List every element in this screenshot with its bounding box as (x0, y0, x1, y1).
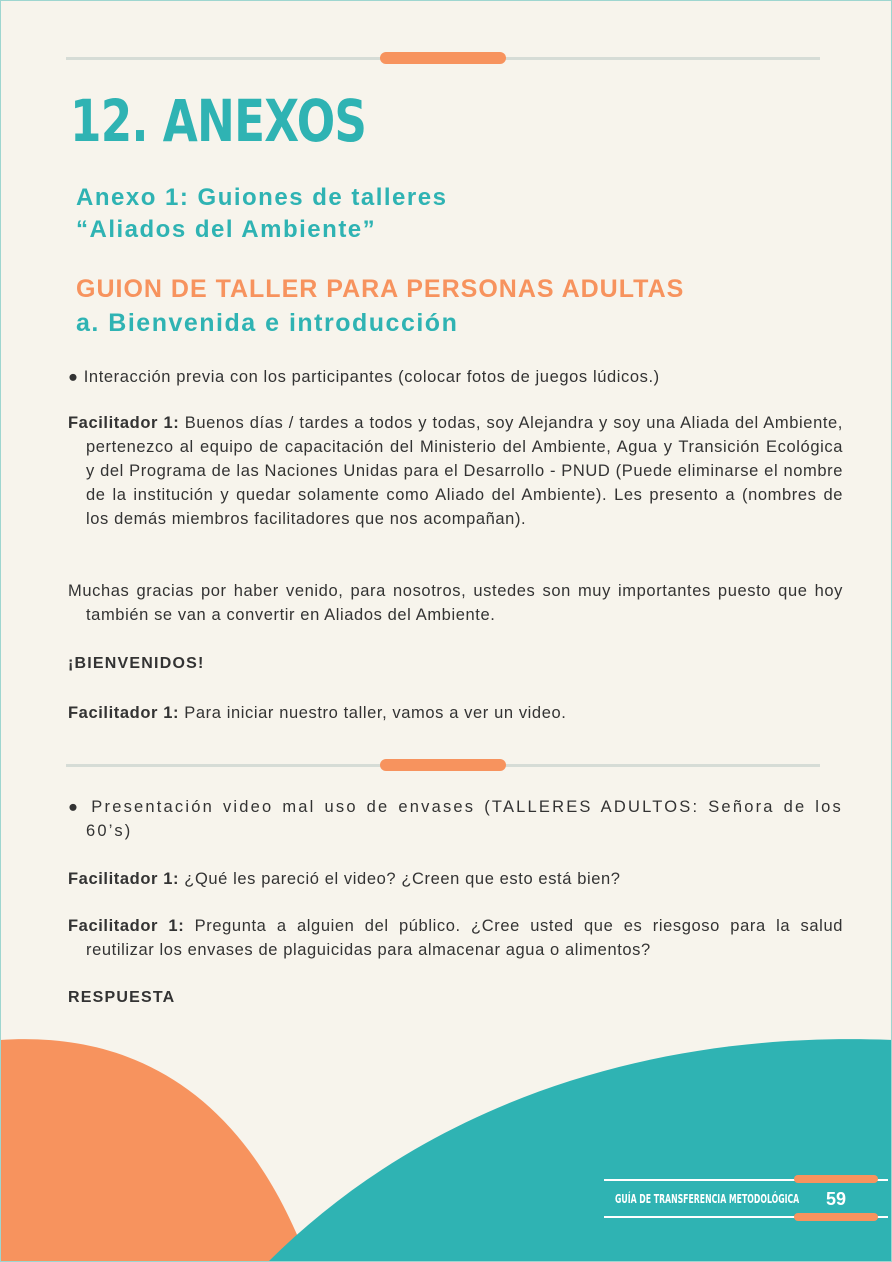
annex-title (76, 182, 447, 246)
middle-divider (66, 764, 820, 767)
respuesta-text: RESPUESTA (68, 989, 176, 1006)
divider-pill (380, 759, 506, 771)
facilitador-paragraph-2 (68, 701, 843, 725)
footer-pill-bottom (794, 1213, 878, 1221)
facilitador-label: Facilitador 1: (68, 414, 180, 432)
facilitador-label: Facilitador 1: (68, 917, 185, 935)
footer-guide-title: GUÍA DE TRANSFERENCIA METODOLÓGICA (615, 1192, 800, 1206)
annex-title-line2: “Aliados del Ambiente” (76, 216, 377, 243)
facilitador-text: Pregunta a alguien del público. ¿Cree usted que es riesgoso para la salud reutilizar los envases de plaguicidas para almacenar agua o alimentos? (86, 917, 843, 959)
facilitador-label: Facilitador 1: (68, 704, 180, 722)
bienvenidos-text: ¡BIENVENIDOS! (68, 655, 205, 672)
facilitador-text: Buenos días / tardes a todos y todas, soy Alejandra y soy una Aliada del Ambiente, pertenezco al equipo de capacitación del Ministerio del Ambiente, Agua y Transición Ecológica y del Programa de las Naciones Unidas para el Desarrollo - PNUD (Puede eliminarse el nombre de la institución y quedar solamente como Aliado del Ambiente). Les presento a (nombres de los demás miembros facilitadores que nos acompañan). (86, 414, 843, 528)
facilitador-text: ¿Qué les pareció el video? ¿Creen que esto está bien? (179, 870, 621, 888)
annex-title-line1: Anexo 1: Guiones de talleres (76, 184, 448, 211)
bullet-interaccion: ● Interacción previa con los participantes (colocar fotos de juegos lúdicos.) (68, 368, 660, 386)
facilitador-paragraph-1 (68, 411, 843, 531)
top-divider (66, 57, 820, 60)
page-title: 12. ANEXOS (70, 87, 367, 155)
guion-title: GUION DE TALLER PARA PERSONAS ADULTAS (76, 275, 685, 303)
bullet-presentacion: ● Presentación video mal uso de envases (TALLERES ADULTOS: Señora de los 60’s) (68, 798, 843, 840)
facilitador-text: Para iniciar nuestro taller, vamos a ver un video. (179, 704, 567, 722)
footer-pill-top (794, 1175, 878, 1183)
gracias-paragraph: Muchas gracias por haber venido, para nosotros, ustedes son muy importantes puesto que hoy también se van a convertir en Aliados del Ambiente. (68, 582, 843, 624)
page-number: 59 (826, 1189, 847, 1209)
section-title: a. Bienvenida e introducción (76, 309, 459, 337)
facilitador-label: Facilitador 1: (68, 870, 180, 888)
orange-wave-shape (0, 1039, 308, 1262)
divider-pill (380, 52, 506, 64)
teal-wave-shape (268, 1039, 892, 1262)
facilitador-paragraph-4 (68, 914, 843, 962)
facilitador-paragraph-3 (68, 867, 843, 891)
